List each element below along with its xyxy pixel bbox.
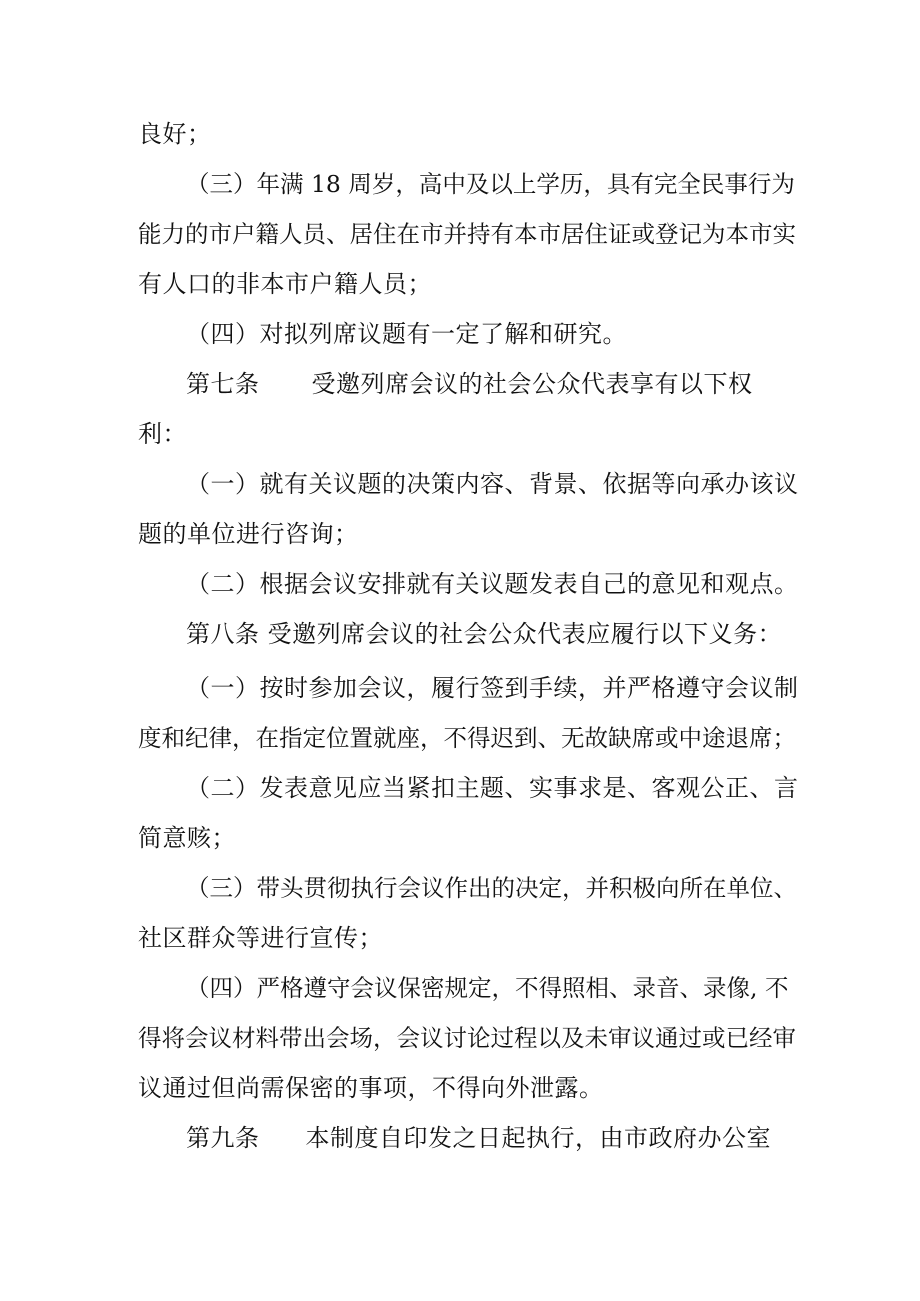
text-line: 有人口的非本市户籍人员； [138,270,432,298]
text-line: （一）按时参加会议，履行签到手续，并严格遵守会议制 [186,674,799,702]
text-line: 良好； [138,120,212,148]
text-line: 能力的市户籍人员、居住在市并持有本市居住证或登记为本市实 [138,220,796,248]
article-9-label: 第九条 [186,1124,260,1152]
article-7-label: 第七条 [186,370,260,398]
text-line: （四）对拟列席议题有一定了解和研究。 [186,320,627,348]
article-7-heading [186,370,753,398]
text-line: 简意赅； [138,824,236,852]
text-line: 利： [138,420,187,448]
text-line: （三）带头贯彻执行会议作出的决定，并积极向所在单位、 [186,874,797,902]
article-9-text: 本制度自印发之日起执行，由市政府办公室 [305,1124,771,1152]
article-8-heading: 第八条 受邀列席会议的社会公众代表应履行以下义务： [186,620,783,648]
text-line: （二）根据会议安排就有关议题发表自己的意见和观点。 [186,570,799,598]
text-line: 社区群众等进行宣传； [138,924,383,952]
text-line: （三）年满 18 周岁，高中及以上学历，具有完全民事行为 [186,170,795,198]
text-line: （二）发表意见应当紧扣主题、实事求是、客观公正、言 [186,774,799,802]
article-9-heading [186,1124,771,1152]
article-7-text: 受邀列席会议的社会公众代表享有以下权 [311,370,753,398]
text-line: 题的单位进行咨询； [138,520,359,548]
text-line: （四）严格遵守会议保密规定，不得照相、录音、录像, 不 [186,974,789,1002]
text-line: 议通过但尚需保密的事项，不得向外泄露。 [138,1074,604,1102]
text-line: 得将会议材料带出会场，会议讨论过程以及未审议通过或已经审 [138,1024,796,1052]
text-line: 度和纪律，在指定位置就座，不得迟到、无故缺席或中途退席； [138,724,796,752]
text-line: （一）就有关议题的决策内容、背景、依据等向承办该议 [186,470,799,498]
